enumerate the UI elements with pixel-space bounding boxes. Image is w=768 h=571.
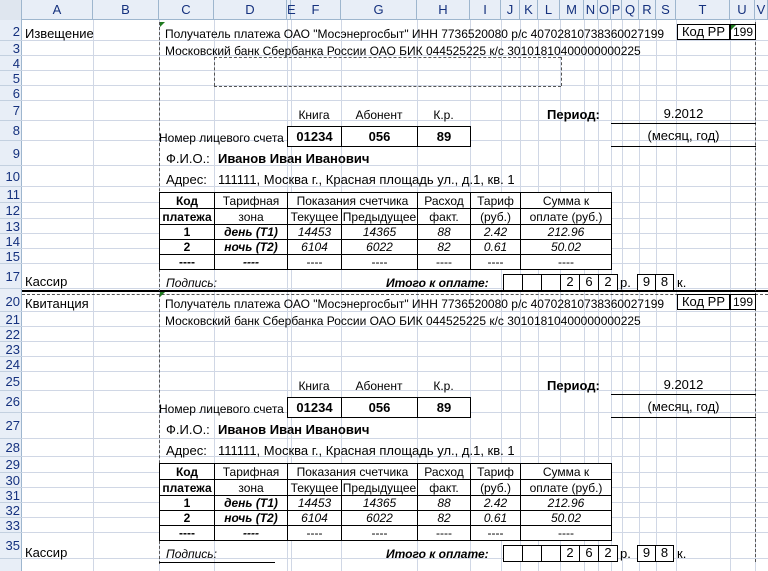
bank-line: Московский банк Сбербанка России ОАО БИК 044525225 к/с 30101810400000000225 xyxy=(165,44,641,58)
table-cell-previous: ---- xyxy=(341,254,418,270)
table-cell-usage: ---- xyxy=(417,254,471,270)
total-kop-digit: 8 xyxy=(655,545,674,562)
total-rub-digit xyxy=(503,545,523,562)
tariff-header: (руб.) xyxy=(470,208,521,225)
table-cell-usage: ---- xyxy=(417,525,471,541)
previous-header: Предыдущее xyxy=(342,210,417,224)
previous-header: Предыдущее xyxy=(342,481,417,495)
table-cell-usage: 88 xyxy=(417,495,471,511)
column-headers xyxy=(0,0,768,20)
readings-header: Показания счетчика xyxy=(287,463,418,480)
row-header[interactable]: 4 xyxy=(0,56,22,71)
section-label: Извещение xyxy=(25,27,94,41)
usage-header: факт. xyxy=(417,208,471,225)
kr-label: К.р. xyxy=(433,379,454,393)
row-header[interactable]: 2 xyxy=(0,22,22,41)
current-header: Текущее xyxy=(287,479,342,496)
subscriber-value: 056 xyxy=(341,397,418,418)
column-header[interactable]: E xyxy=(287,0,291,20)
sum-header: Сумма к xyxy=(520,192,612,209)
column-header[interactable]: A xyxy=(22,0,93,20)
code-rr-label: Код РР xyxy=(677,294,730,310)
table-cell-sum: ---- xyxy=(520,254,612,270)
row-header[interactable]: 30 xyxy=(0,473,22,488)
book-label: Книга xyxy=(298,108,330,122)
table-cell-sum: 212.96 xyxy=(520,495,612,511)
total-kop-digit: 8 xyxy=(655,274,674,291)
table-cell-code: 2 xyxy=(159,239,215,255)
table-cell-current: ---- xyxy=(287,525,342,541)
total-rub-digit: 2 xyxy=(560,545,580,562)
table-cell-tariff: 0.61 xyxy=(470,239,521,255)
address-value: 111111, Москва г., Красная площадь ул., д.1, кв. 1 xyxy=(218,444,515,458)
period-hint: (месяц, год) xyxy=(611,126,756,147)
row-header[interactable]: 9 xyxy=(0,141,22,166)
row-header[interactable]: 12 xyxy=(0,203,22,219)
usage-header: Расход xyxy=(417,463,471,480)
cashier-label: Кассир xyxy=(25,275,68,289)
row-header[interactable]: 28 xyxy=(0,439,22,457)
table-cell-code: ---- xyxy=(159,525,215,541)
signature-label: Подпись: xyxy=(166,547,217,561)
table-cell-tariff: 2.42 xyxy=(470,495,521,511)
table-cell-tariff: 2.42 xyxy=(470,224,521,240)
total-rub-digit xyxy=(503,274,523,291)
table-cell-zone: ночь (Т2) xyxy=(214,510,288,526)
table-cell-current: 14453 xyxy=(287,495,342,511)
table-cell-current: 6104 xyxy=(287,510,342,526)
table-cell-sum: ---- xyxy=(520,525,612,541)
kop-label: к. xyxy=(677,547,687,561)
fio-label: Ф.И.О.: xyxy=(166,152,210,166)
cut-line xyxy=(22,294,768,295)
signature-label: Подпись: xyxy=(166,276,217,290)
code-rr-label: Код РР xyxy=(677,24,730,40)
code-rr-value: 199 xyxy=(730,294,756,310)
zone-header: Тарифная xyxy=(214,463,288,480)
table-cell-zone: ---- xyxy=(214,525,288,541)
total-rub-digit: 6 xyxy=(579,545,599,562)
row-header[interactable]: 11 xyxy=(0,187,22,203)
table-cell-previous: 14365 xyxy=(341,495,418,511)
total-label: Итого к оплате: xyxy=(386,547,489,561)
column-header[interactable]: C xyxy=(159,0,214,20)
table-cell-code: 1 xyxy=(159,224,215,240)
address-value: 111111, Москва г., Красная площадь ул., д.1, кв. 1 xyxy=(218,173,515,187)
column-header[interactable]: V xyxy=(755,0,768,20)
book-label: Книга xyxy=(298,379,330,393)
tariff-header: Тариф xyxy=(470,192,521,209)
total-rub-digit xyxy=(522,545,542,562)
gridline-vertical xyxy=(622,20,623,571)
table-cell-previous: 6022 xyxy=(341,239,418,255)
blank-area-bottom xyxy=(214,86,561,87)
column-header[interactable]: B xyxy=(93,0,159,20)
row-header[interactable]: 29 xyxy=(0,457,22,473)
table-cell-current: 6104 xyxy=(287,239,342,255)
cell-comment-marker xyxy=(160,292,165,297)
blank-area-right xyxy=(561,57,562,86)
total-label: Итого к оплате: xyxy=(386,276,489,290)
row-header[interactable]: 27 xyxy=(0,413,22,439)
usage-header: Расход xyxy=(417,192,471,209)
section-right-border xyxy=(755,22,756,562)
total-rub-digit xyxy=(541,274,561,291)
gridline-vertical xyxy=(639,20,640,571)
column-header[interactable]: D xyxy=(214,0,287,20)
row-header[interactable]: 3 xyxy=(0,41,22,56)
total-rub-digit: 2 xyxy=(598,545,618,562)
row-header[interactable]: 6 xyxy=(0,86,22,101)
column-header[interactable]: O xyxy=(598,0,611,20)
row-header[interactable]: 5 xyxy=(0,71,22,86)
period-hint: (месяц, год) xyxy=(611,397,756,418)
subscriber-value: 056 xyxy=(341,126,418,147)
rub-label: р. xyxy=(620,276,631,290)
column-header[interactable]: I xyxy=(470,0,501,20)
column-header[interactable]: R xyxy=(639,0,656,20)
sum-header: Сумма к xyxy=(520,463,612,480)
rub-label: р. xyxy=(620,547,631,561)
address-label: Адрес: xyxy=(166,444,207,458)
signature-line xyxy=(159,291,275,292)
row-header[interactable]: 23 xyxy=(0,342,22,357)
table-cell-usage: 82 xyxy=(417,239,471,255)
period-label: Период: xyxy=(547,379,600,393)
table-cell-tariff: ---- xyxy=(470,254,521,270)
row-header[interactable]: 35 xyxy=(0,533,22,559)
signature-line xyxy=(159,562,275,563)
column-header[interactable]: M xyxy=(560,0,584,20)
period-label: Период: xyxy=(547,108,600,122)
sum-header: оплате (руб.) xyxy=(520,208,612,225)
table-cell-zone: ---- xyxy=(214,254,288,270)
gridline-vertical xyxy=(656,20,657,571)
period-value: 9.2012 xyxy=(611,377,756,395)
table-cell-current: 14453 xyxy=(287,224,342,240)
fio-value: Иванов Иван Иванович xyxy=(218,152,370,166)
cell-comment-marker xyxy=(160,22,165,27)
table-cell-code: 1 xyxy=(159,495,215,511)
row-header[interactable]: 14 xyxy=(0,234,22,249)
total-rub-digit xyxy=(522,274,542,291)
usage-header: факт. xyxy=(417,479,471,496)
table-cell-previous: ---- xyxy=(341,525,418,541)
kr-value: 89 xyxy=(417,126,471,147)
table-cell-usage: 88 xyxy=(417,224,471,240)
row-header[interactable]: 10 xyxy=(0,166,22,187)
zone-header: зона xyxy=(214,208,288,225)
row-header[interactable]: 15 xyxy=(0,249,22,264)
row-header[interactable]: 20 xyxy=(0,292,22,312)
subscriber-label: Абонент xyxy=(355,108,403,122)
subscriber-label: Абонент xyxy=(355,379,403,393)
fio-label: Ф.И.О.: xyxy=(166,423,210,437)
code-header: платежа xyxy=(159,208,215,225)
table-cell-zone: ночь (Т2) xyxy=(214,239,288,255)
code-header: Код xyxy=(159,192,215,209)
table-cell-previous: 14365 xyxy=(341,224,418,240)
column-header[interactable]: Q xyxy=(622,0,639,20)
kop-label: к. xyxy=(677,276,687,290)
total-rub-digit: 6 xyxy=(579,274,599,291)
table-cell-tariff: 0.61 xyxy=(470,510,521,526)
row-header[interactable]: 8 xyxy=(0,121,22,141)
select-all-corner[interactable] xyxy=(0,0,22,20)
period-value: 9.2012 xyxy=(611,106,756,124)
table-cell-zone: день (Т1) xyxy=(214,224,288,240)
table-cell-sum: 212.96 xyxy=(520,224,612,240)
row-header[interactable]: 21 xyxy=(0,312,22,327)
readings-header: Показания счетчика xyxy=(287,192,418,209)
column-header[interactable]: P xyxy=(611,0,622,20)
current-header: Текущее xyxy=(287,208,342,225)
table-cell-usage: 82 xyxy=(417,510,471,526)
row-header[interactable]: 26 xyxy=(0,391,22,413)
blank-area-top xyxy=(214,57,561,58)
column-header[interactable]: G xyxy=(341,0,417,20)
total-rub-digit: 2 xyxy=(560,274,580,291)
column-header[interactable]: L xyxy=(538,0,560,20)
table-cell-current: ---- xyxy=(287,254,342,270)
cashier-label: Кассир xyxy=(25,546,68,560)
zone-header: зона xyxy=(214,479,288,496)
column-header[interactable]: T xyxy=(676,0,730,20)
recipient-line: Получатель платежа ОАО "Мосэнергосбыт" ИНН 7736520080 р/с 40702810738360027199 xyxy=(165,27,665,41)
column-header[interactable]: S xyxy=(656,0,676,20)
row-header[interactable]: 33 xyxy=(0,518,22,533)
total-kop-digit: 9 xyxy=(637,545,656,562)
address-label: Адрес: xyxy=(166,173,207,187)
total-kop-digit: 9 xyxy=(637,274,656,291)
zone-header: Тарифная xyxy=(214,192,288,209)
table-cell-zone: день (Т1) xyxy=(214,495,288,511)
tariff-header: (руб.) xyxy=(470,479,521,496)
column-header[interactable]: H xyxy=(417,0,470,20)
total-rub-digit xyxy=(541,545,561,562)
code-header: платежа xyxy=(159,479,215,496)
code-header: Код xyxy=(159,463,215,480)
table-cell-tariff: ---- xyxy=(470,525,521,541)
column-header[interactable]: U xyxy=(730,0,755,20)
row-header[interactable]: 24 xyxy=(0,357,22,372)
row-header[interactable]: 32 xyxy=(0,503,22,518)
account-label: Номер лицевого счета xyxy=(159,131,284,145)
cell-comment-marker xyxy=(731,25,736,30)
row-headers xyxy=(0,20,22,571)
tariff-header: Тариф xyxy=(470,463,521,480)
row-header[interactable]: 22 xyxy=(0,327,22,342)
book-value: 01234 xyxy=(287,126,342,147)
fio-value: Иванов Иван Иванович xyxy=(218,423,370,437)
code-rr-value: 199 xyxy=(730,24,756,40)
book-value: 01234 xyxy=(287,397,342,418)
sum-header: оплате (руб.) xyxy=(520,479,612,496)
blank-area-left xyxy=(214,57,215,86)
table-cell-sum: 50.02 xyxy=(520,239,612,255)
table-cell-code: ---- xyxy=(159,254,215,270)
account-label: Номер лицевого счета xyxy=(159,402,284,416)
column-header[interactable]: J xyxy=(501,0,520,20)
recipient-line: Получатель платежа ОАО "Мосэнергосбыт" ИНН 7736520080 р/с 40702810738360027199 xyxy=(165,297,665,311)
gridline-vertical xyxy=(93,20,94,571)
row-header[interactable]: 17 xyxy=(0,264,22,289)
kr-label: К.р. xyxy=(433,108,454,122)
row-header[interactable]: 25 xyxy=(0,372,22,391)
table-cell-code: 2 xyxy=(159,510,215,526)
row-header[interactable]: 7 xyxy=(0,101,22,121)
row-header[interactable]: 13 xyxy=(0,219,22,234)
sheet-grid[interactable] xyxy=(22,20,768,571)
total-rub-digit: 2 xyxy=(598,274,618,291)
kr-value: 89 xyxy=(417,397,471,418)
column-header[interactable]: F xyxy=(291,0,341,20)
table-cell-sum: 50.02 xyxy=(520,510,612,526)
table-cell-previous: 6022 xyxy=(341,510,418,526)
column-header[interactable]: N xyxy=(584,0,598,20)
column-header[interactable]: K xyxy=(520,0,538,20)
section-label: Квитанция xyxy=(25,297,89,311)
row-header[interactable]: 31 xyxy=(0,488,22,503)
bank-line: Московский банк Сбербанка России ОАО БИК 044525225 к/с 30101810400000000225 xyxy=(165,314,641,328)
